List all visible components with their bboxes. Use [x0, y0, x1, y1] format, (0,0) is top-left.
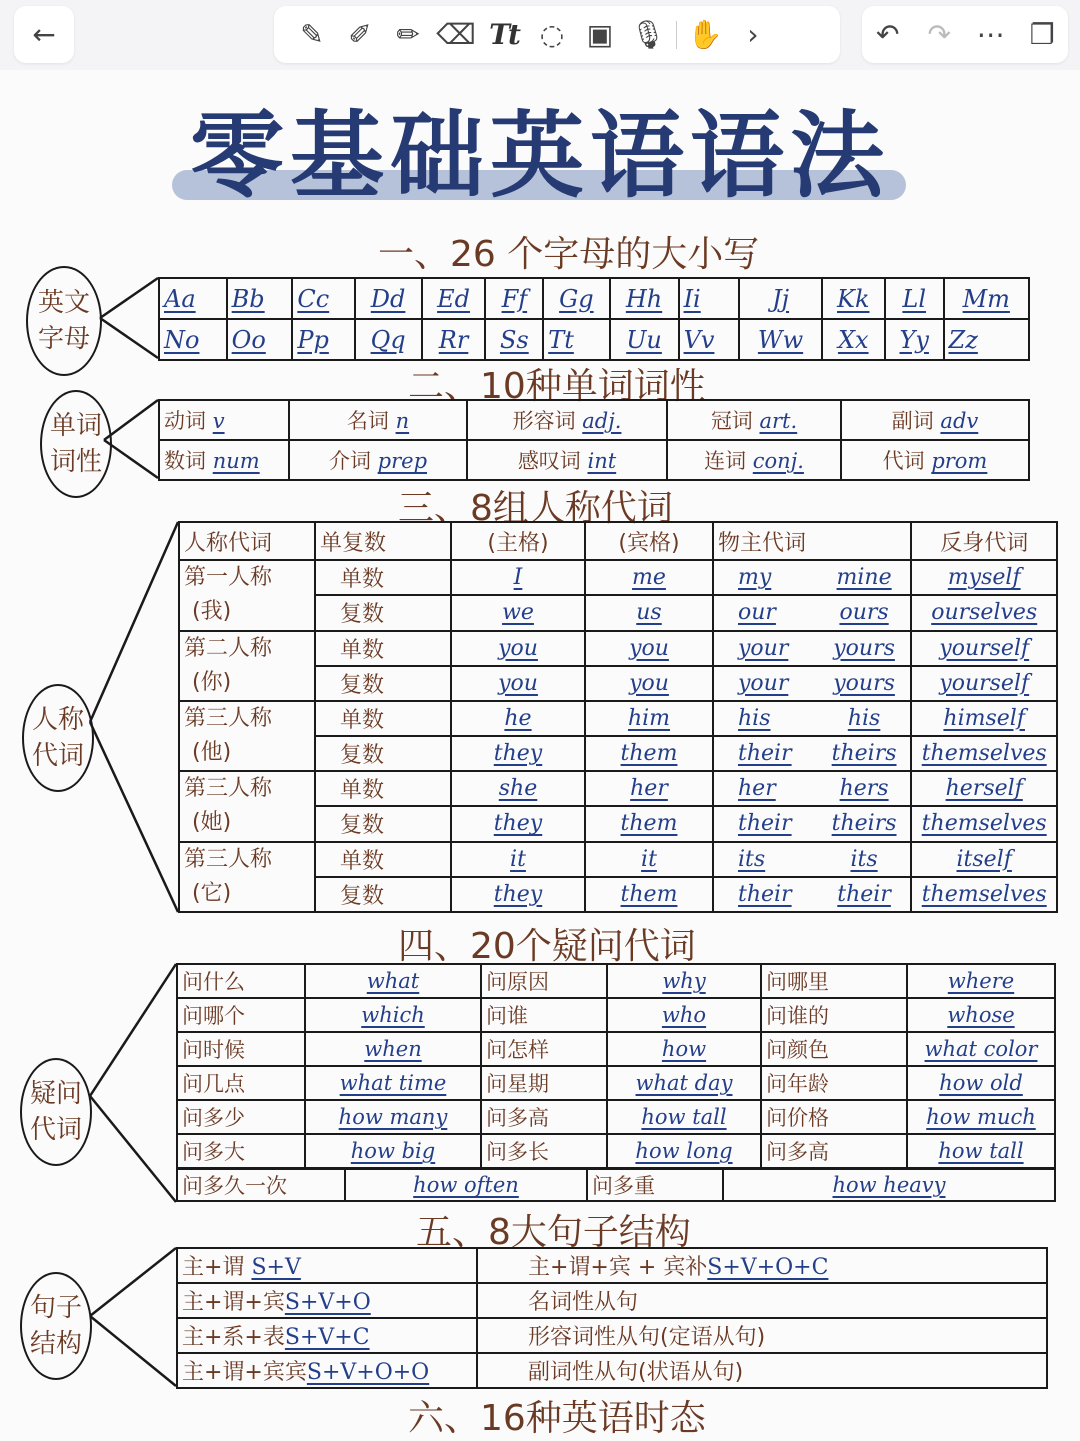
- pronoun-cell: she: [451, 771, 585, 806]
- letter-cell: Oo: [227, 319, 293, 360]
- pos-en: adj.: [582, 409, 622, 433]
- question-en: how long: [607, 1134, 761, 1168]
- pronoun-cell: their: [818, 877, 912, 912]
- bubble-text: 词性: [49, 447, 102, 477]
- section-header-pronouns: 三、8组人称代词: [398, 488, 673, 529]
- question-zh: 问谁: [481, 998, 607, 1032]
- pronoun-cell: me: [585, 560, 713, 595]
- pos-cell: [667, 400, 841, 440]
- person-label-line: (它): [192, 880, 232, 906]
- pronoun-cell: theirs: [818, 806, 912, 841]
- pronoun-cell: himself: [911, 701, 1057, 736]
- number-cell: 单数: [315, 560, 451, 595]
- pos-zh: 感叹词: [517, 449, 581, 473]
- question-zh: 问时候: [177, 1032, 305, 1066]
- pronoun-cell: themselves: [911, 806, 1057, 841]
- number-cell: 复数: [315, 806, 451, 841]
- pronoun-cell: herself: [911, 771, 1057, 806]
- bubble-sentences: [20, 1272, 92, 1380]
- number-cell: 复数: [315, 666, 451, 701]
- pronoun-cell: his: [713, 701, 818, 736]
- connector-pronouns: [90, 522, 178, 912]
- person-label-line: 第三人称: [184, 846, 273, 872]
- pos-zh: 代词: [882, 449, 925, 473]
- bubble-text: 字母: [37, 324, 90, 354]
- pos-zh: 形容词: [512, 409, 576, 433]
- alphabet-table: [158, 277, 1030, 361]
- question-en: when: [305, 1032, 481, 1066]
- letter-cell: Ww: [739, 319, 821, 360]
- letter-cell: Zz: [944, 319, 1029, 360]
- question-en: where: [907, 964, 1055, 998]
- pen-icon[interactable]: ✎: [300, 18, 324, 51]
- number-cell: 单数: [315, 701, 451, 736]
- pronoun-cell: ourselves: [911, 595, 1057, 630]
- eraser-icon[interactable]: ⌫: [436, 18, 476, 51]
- section-header-tenses: 六、16种英语时态: [408, 1398, 706, 1439]
- sentence-zh: 名词性从句: [528, 1290, 639, 1315]
- pronoun-cell: its: [818, 842, 912, 877]
- question-zh: 问多大: [177, 1134, 305, 1168]
- letter-cell: Bb: [227, 278, 293, 319]
- pages-icon[interactable]: ❐: [1029, 18, 1055, 51]
- connector-letters: [100, 278, 158, 358]
- letter-cell: Yy: [885, 319, 944, 360]
- pronoun-cell: mine: [818, 560, 912, 595]
- letter-cell: Xx: [822, 319, 885, 360]
- bubble-pronouns: [22, 684, 94, 792]
- pos-en: v: [212, 409, 225, 433]
- letter-cell: Vv: [679, 319, 740, 360]
- question-en: how: [607, 1032, 761, 1066]
- pos-cell: [467, 440, 667, 480]
- pos-cell: [289, 440, 467, 480]
- pronoun-cell: you: [451, 631, 585, 666]
- sentence-zh: 主+谓+宾 + 宾补: [528, 1255, 708, 1280]
- pos-cell: [667, 440, 841, 480]
- bubble-text: 单词: [49, 411, 102, 441]
- pronoun-cell: them: [585, 736, 713, 771]
- pronoun-cell: her: [713, 771, 818, 806]
- person-label: [179, 771, 315, 841]
- interrogative-table: [176, 963, 1056, 1169]
- question-en: what time: [305, 1066, 481, 1100]
- person-label-line: (你): [192, 669, 232, 695]
- bubble-text: 人称: [31, 705, 84, 735]
- pos-cell: [159, 400, 289, 440]
- connector-sentences: [90, 1248, 176, 1386]
- person-label: [179, 560, 315, 630]
- connector-pos: [104, 400, 158, 478]
- letter-cell: Cc: [292, 278, 354, 319]
- pronoun-cell: they: [451, 806, 585, 841]
- hand-icon[interactable]: ✋: [687, 18, 723, 51]
- question-en: how many: [305, 1100, 481, 1134]
- pronoun-cell: hers: [818, 771, 912, 806]
- pos-cell: [467, 400, 667, 440]
- pronoun-cell: yourself: [911, 666, 1057, 701]
- pronoun-cell: themselves: [911, 877, 1057, 912]
- pronoun-cell: theirs: [818, 736, 912, 771]
- pronoun-cell: your: [713, 631, 818, 666]
- pos-en: prep: [377, 449, 428, 473]
- sentence-zh: 副词性从句(状语从句): [528, 1360, 744, 1385]
- letter-cell: Dd: [355, 278, 422, 319]
- pronoun-cell: him: [585, 701, 713, 736]
- pronoun-cell: yourself: [911, 631, 1057, 666]
- section-header-sentences: 五、8大句子结构: [416, 1212, 691, 1253]
- sentence-zh: 主+谓+宾: [182, 1290, 285, 1315]
- letter-cell: Pp: [292, 319, 354, 360]
- pos-en: conj.: [752, 449, 804, 473]
- letter-cell: Ff: [485, 278, 543, 319]
- question-zh: 问谁的: [761, 998, 907, 1032]
- sentence-formula: S+V+C: [284, 1325, 370, 1350]
- pronoun-cell: our: [713, 595, 818, 630]
- pos-en: num: [212, 449, 260, 473]
- sentence-formula: S+V+O: [284, 1290, 371, 1315]
- letter-cell: Aa: [159, 278, 227, 319]
- pronoun-cell: itself: [911, 842, 1057, 877]
- pos-en: int: [587, 449, 617, 473]
- section-header-pos: 二、10种单词词性: [408, 366, 706, 407]
- pos-table: [158, 399, 1030, 481]
- sentence-cell: [177, 1283, 477, 1318]
- letter-cell: Kk: [822, 278, 885, 319]
- pos-zh: 介词: [328, 449, 371, 473]
- question-zh: 问原因: [481, 964, 607, 998]
- chevron-right-icon[interactable]: ›: [747, 18, 759, 51]
- pencil-icon[interactable]: ✐: [348, 18, 372, 51]
- question-en: who: [607, 998, 761, 1032]
- pronoun-cell: ours: [818, 595, 912, 630]
- pronoun-cell: themselves: [911, 736, 1057, 771]
- pronoun-cell: it: [585, 842, 713, 877]
- question-en: what day: [607, 1066, 761, 1100]
- question-en: which: [305, 998, 481, 1032]
- sentence-formula: S+V: [251, 1255, 301, 1280]
- number-cell: 单数: [315, 631, 451, 666]
- pronoun-cell: us: [585, 595, 713, 630]
- person-label: [179, 701, 315, 771]
- sentence-cell: [477, 1283, 1047, 1318]
- question-en: how old: [907, 1066, 1055, 1100]
- bubble-text: 代词: [31, 741, 84, 771]
- sentence-zh: 形容词性从句(定语从句): [528, 1325, 766, 1350]
- pronoun-cell: your: [713, 666, 818, 701]
- number-cell: 复数: [315, 877, 451, 912]
- pronoun-cell: you: [585, 666, 713, 701]
- person-label-line: (他): [192, 739, 232, 765]
- pronoun-cell: you: [451, 666, 585, 701]
- bubble-letters: [26, 266, 102, 376]
- pronoun-cell: they: [451, 877, 585, 912]
- letter-cell: No: [159, 319, 227, 360]
- pos-zh: 冠词: [710, 409, 753, 433]
- pos-cell: [289, 400, 467, 440]
- letter-cell: Tt: [543, 319, 609, 360]
- pronoun-cell: their: [713, 877, 818, 912]
- question-en: what: [305, 964, 481, 998]
- question-zh: 问星期: [481, 1066, 607, 1100]
- pronoun-cell: them: [585, 806, 713, 841]
- question-en: how heavy: [723, 1169, 1055, 1201]
- pronoun-header: (主格): [451, 522, 585, 560]
- section-header-letters: 一、26 个字母的大小写: [378, 234, 760, 275]
- pos-en: adv: [940, 409, 979, 433]
- person-label-line: 第一人称: [184, 565, 273, 591]
- page-title: 零基础英语语法: [189, 102, 890, 211]
- question-zh: 问颜色: [761, 1032, 907, 1066]
- person-label: [179, 631, 315, 701]
- pronoun-cell: it: [451, 842, 585, 877]
- pronoun-header: 反身代词: [911, 522, 1057, 560]
- sentence-table: [176, 1247, 1048, 1389]
- pronoun-table: [178, 521, 1058, 913]
- letter-cell: Rr: [422, 319, 486, 360]
- question-en: how tall: [907, 1134, 1055, 1168]
- sentence-zh: 主+谓+宾宾: [182, 1360, 307, 1385]
- person-label-line: 第三人称: [184, 776, 273, 802]
- question-zh: 问怎样: [481, 1032, 607, 1066]
- pos-en: art.: [759, 409, 798, 433]
- sentence-zh: 主+谓: [182, 1255, 252, 1280]
- letter-cell: Ii: [679, 278, 740, 319]
- person-label-line: (她): [192, 810, 232, 836]
- pronoun-cell: their: [713, 736, 818, 771]
- letter-cell: Jj: [739, 278, 821, 319]
- number-cell: 复数: [315, 595, 451, 630]
- question-zh: 问几点: [177, 1066, 305, 1100]
- pronoun-cell: its: [713, 842, 818, 877]
- pronoun-cell: yours: [818, 631, 912, 666]
- pos-zh: 连词: [704, 449, 747, 473]
- pronoun-cell: her: [585, 771, 713, 806]
- sentence-cell: [177, 1248, 477, 1283]
- pos-cell: [159, 440, 289, 480]
- image-icon[interactable]: ▣: [586, 18, 614, 51]
- sentence-cell: [477, 1353, 1047, 1388]
- question-zh: 问价格: [761, 1100, 907, 1134]
- pronoun-cell: he: [451, 701, 585, 736]
- lasso-icon[interactable]: ◌: [539, 18, 565, 51]
- question-en: how often: [345, 1169, 587, 1201]
- pronoun-cell: you: [585, 631, 713, 666]
- person-label-line: (我): [192, 599, 232, 625]
- highlighter-icon[interactable]: ✏: [396, 18, 420, 51]
- back-arrow-icon[interactable]: ←: [32, 18, 56, 51]
- pronoun-cell: them: [585, 877, 713, 912]
- number-cell: 单数: [315, 842, 451, 877]
- redo-icon[interactable]: ↷: [927, 18, 951, 51]
- question-zh: 问多重: [587, 1169, 723, 1201]
- pos-zh: 副词: [891, 409, 934, 433]
- pronoun-header: 物主代词: [713, 522, 911, 560]
- sentence-formula: S+V+O+O: [306, 1360, 430, 1385]
- bubble-text: 代词: [29, 1115, 82, 1145]
- question-en: what color: [907, 1032, 1055, 1066]
- sentence-cell: [177, 1318, 477, 1353]
- more-icon[interactable]: ⋯: [976, 18, 1005, 51]
- sentence-formula: S+V+O+C: [707, 1255, 829, 1280]
- question-zh: 问多高: [481, 1100, 607, 1134]
- undo-icon[interactable]: ↶: [876, 18, 900, 51]
- interrogative-last-row: [176, 1168, 1056, 1202]
- question-en: how much: [907, 1100, 1055, 1134]
- person-label-line: 第二人称: [184, 635, 273, 661]
- person-label-line: 第三人称: [184, 705, 273, 731]
- sentence-cell: [177, 1353, 477, 1388]
- sentence-cell: [477, 1248, 1047, 1283]
- question-zh: 问哪里: [761, 964, 907, 998]
- bubble-text: 句子: [29, 1293, 82, 1323]
- bubble-text: 英文: [37, 288, 90, 318]
- pos-en: n: [395, 409, 410, 433]
- question-en: how tall: [607, 1100, 761, 1134]
- pronoun-cell: his: [818, 701, 912, 736]
- pronoun-header: 单复数: [315, 522, 451, 560]
- number-cell: 复数: [315, 736, 451, 771]
- letter-cell: Ll: [885, 278, 944, 319]
- question-en: whose: [907, 998, 1055, 1032]
- letter-cell: Hh: [610, 278, 679, 319]
- microphone-icon[interactable]: 🎙: [630, 18, 666, 51]
- bubble-text: 结构: [29, 1329, 82, 1359]
- pronoun-cell: we: [451, 595, 585, 630]
- pos-cell: [841, 440, 1029, 480]
- pronoun-cell: their: [713, 806, 818, 841]
- question-zh: 问年龄: [761, 1066, 907, 1100]
- bubble-text: 疑问: [29, 1079, 82, 1109]
- pronoun-cell: yours: [818, 666, 912, 701]
- letter-cell: Gg: [543, 278, 609, 319]
- pronoun-cell: they: [451, 736, 585, 771]
- question-zh: 问多长: [481, 1134, 607, 1168]
- letter-cell: Uu: [610, 319, 679, 360]
- person-label: [179, 842, 315, 912]
- question-zh: 问多少: [177, 1100, 305, 1134]
- pronoun-cell: I: [451, 560, 585, 595]
- bubble-pos: [40, 390, 112, 498]
- pos-zh: 名词: [346, 409, 389, 433]
- question-zh: 问多高: [761, 1134, 907, 1168]
- pronoun-cell: my: [713, 560, 818, 595]
- sentence-cell: [477, 1318, 1047, 1353]
- letter-cell: Ed: [422, 278, 486, 319]
- sentence-zh: 主+系+表: [182, 1325, 285, 1350]
- section-header-interrogatives: 四、20个疑问代词: [398, 926, 696, 967]
- pronoun-header: 人称代词: [179, 522, 315, 560]
- text-tool-icon[interactable]: Tt: [489, 18, 519, 51]
- letter-cell: Qq: [355, 319, 422, 360]
- question-zh: 问哪个: [177, 998, 305, 1032]
- pronoun-cell: myself: [911, 560, 1057, 595]
- pronoun-header: (宾格): [585, 522, 713, 560]
- pos-cell: [841, 400, 1029, 440]
- question-en: how big: [305, 1134, 481, 1168]
- pos-en: prom: [931, 449, 988, 473]
- number-cell: 单数: [315, 771, 451, 806]
- pos-zh: 动词: [164, 409, 206, 433]
- bubble-interrogatives: [20, 1058, 92, 1166]
- question-zh: 问多久一次: [177, 1169, 345, 1201]
- pos-zh: 数词: [164, 449, 206, 473]
- question-zh: 问什么: [177, 964, 305, 998]
- question-en: why: [607, 964, 761, 998]
- letter-cell: Ss: [485, 319, 543, 360]
- letter-cell: Mm: [944, 278, 1029, 319]
- connector-interrogatives: [90, 964, 176, 1202]
